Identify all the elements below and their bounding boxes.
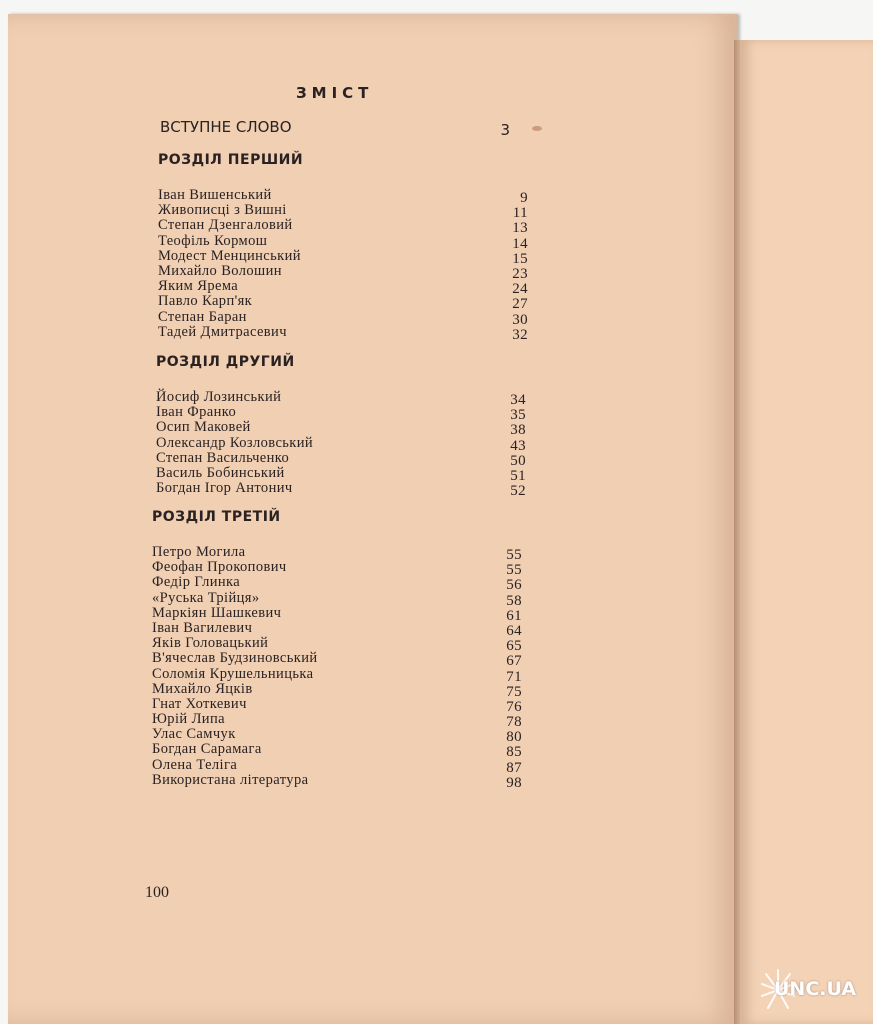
toc-entry [152, 695, 522, 715]
entry-page: 61 [506, 607, 522, 624]
toc-entry [152, 741, 522, 761]
entry-page: 14 [512, 235, 528, 252]
toc-entry [152, 574, 522, 594]
entry-name: Феофан Прокопович [152, 559, 287, 576]
intro-label: ВСТУПНЕ СЛОВО [160, 118, 292, 136]
section-title: РОЗДІЛ ДРУГИЙ [156, 354, 295, 370]
entry-name: Соломія Крушельницька [152, 665, 314, 682]
toc-entry [158, 323, 528, 343]
section-title: РОЗДІЛ ТРЕТІЙ [152, 509, 281, 525]
page-number: 100 [145, 884, 169, 901]
facing-page [740, 40, 873, 1024]
toc-entry [158, 217, 528, 237]
entry-name: Михайло Яцків [152, 680, 253, 697]
entry-page: 85 [506, 744, 522, 761]
toc-entry [156, 449, 526, 469]
toc-entry [156, 464, 526, 484]
entry-name: Богдан Сарамага [152, 741, 262, 758]
entry-page: 35 [510, 407, 526, 424]
toc-entry [158, 278, 528, 298]
entry-name: Іван Франко [156, 404, 237, 421]
entry-page: 78 [506, 714, 522, 731]
entry-page: 80 [506, 729, 522, 746]
entry-name: Осип Маковей [156, 419, 251, 436]
entry-name: В'ячеслав Будзиновський [152, 650, 318, 667]
section-title: РОЗДІЛ ПЕРШИЙ [158, 152, 304, 168]
section-3 [152, 509, 522, 791]
entry-page: 32 [512, 326, 528, 343]
entry-name: Теофіль Кормош [158, 232, 268, 249]
entry-page: 50 [510, 452, 526, 469]
toc-entry [158, 202, 528, 222]
entry-page: 23 [512, 265, 528, 282]
entry-name: Яким Ярема [158, 278, 239, 295]
toc-entry [158, 262, 528, 282]
entry-page: 56 [506, 577, 522, 594]
entry-name: Петро Могила [152, 544, 246, 560]
entry-page: 55 [506, 562, 522, 579]
entry-page: 64 [506, 622, 522, 639]
toc-entry [158, 308, 528, 328]
watermark [758, 964, 868, 1016]
entry-page: 13 [512, 220, 528, 237]
toc-entry [158, 293, 528, 313]
toc-entry [156, 419, 526, 439]
section-2 [156, 354, 526, 500]
toc-entry [156, 434, 526, 454]
toc-entry [152, 650, 522, 670]
entry-page: 38 [510, 422, 526, 439]
entry-page: 34 [510, 392, 526, 408]
entry-name: Улас Самчук [152, 726, 236, 743]
entry-name: Живописці з Вишні [158, 202, 287, 219]
entry-name: Олена Теліга [152, 756, 238, 773]
toc-entry [152, 589, 522, 609]
entry-name: Федір Глинка [152, 574, 241, 591]
entry-name: «Руська Трійця» [152, 589, 260, 606]
toc-entry [158, 232, 528, 252]
entry-name: Тадей Дмитрасевич [158, 323, 287, 340]
toc-entry [152, 665, 522, 685]
entry-name: Степан Дзенгаловий [158, 217, 293, 234]
entry-page: 58 [506, 592, 522, 609]
entry-page: 65 [506, 638, 522, 655]
intro-page: 3 [500, 121, 510, 139]
entry-page: 43 [510, 437, 526, 454]
entry-name: Степан Баран [158, 308, 247, 325]
entry-page: 87 [506, 759, 522, 776]
toc-entry [152, 680, 522, 700]
toc-entry [156, 404, 526, 424]
toc-entry [158, 247, 528, 267]
entry-name: Яків Головацький [152, 635, 269, 652]
watermark-text: UNC.UA [774, 978, 857, 1000]
section-1 [158, 152, 528, 343]
entry-name: Павло Карп'як [158, 293, 253, 310]
toc-entry [152, 771, 522, 791]
toc-entry [152, 756, 522, 776]
entry-name: Модест Менцинський [158, 247, 301, 264]
entry-name: Іван Вагилевич [152, 619, 253, 636]
entry-page: 24 [512, 281, 528, 298]
entry-page: 67 [506, 653, 522, 670]
entry-name: Богдан Ігор Антонич [156, 480, 293, 497]
entry-name: Маркіян Шашкевич [152, 604, 282, 621]
entry-page: 15 [512, 250, 528, 267]
entry-name: Іван Вишенський [158, 187, 272, 203]
entry-name: Йосиф Лозинський [156, 389, 282, 405]
entry-page: 51 [510, 467, 526, 484]
entry-page: 71 [506, 668, 522, 685]
entry-page: 98 [506, 774, 522, 791]
toc-entry [156, 480, 526, 500]
toc-entry [152, 711, 522, 731]
toc-entry [152, 544, 522, 563]
entry-name: Олександр Козловський [156, 434, 314, 451]
ink-stain [532, 126, 542, 131]
entry-name: Степан Васильченко [156, 449, 290, 466]
entry-page: 30 [512, 311, 528, 328]
entry-page: 11 [512, 205, 528, 222]
entry-page: 55 [506, 547, 522, 563]
toc-entry [152, 619, 522, 639]
entry-name: Юрій Липа [152, 711, 225, 728]
entry-page: 9 [520, 190, 528, 206]
entry-page: 75 [506, 683, 522, 700]
toc-entry [158, 187, 528, 206]
toc-entry [152, 635, 522, 655]
toc-entry [152, 604, 522, 624]
entry-name: Василь Бобинський [156, 464, 285, 481]
toc-entry [152, 726, 522, 746]
page-title: ЗМІСТ [296, 84, 374, 102]
toc-entry [156, 389, 526, 408]
entry-page: 52 [510, 483, 526, 500]
entry-name: Гнат Хоткевич [152, 695, 247, 712]
entry-name: Використана література [152, 771, 309, 788]
entry-page: 27 [512, 296, 528, 313]
entry-name: Михайло Волошин [158, 262, 282, 279]
entry-page: 76 [506, 698, 522, 715]
toc-entry [152, 559, 522, 579]
